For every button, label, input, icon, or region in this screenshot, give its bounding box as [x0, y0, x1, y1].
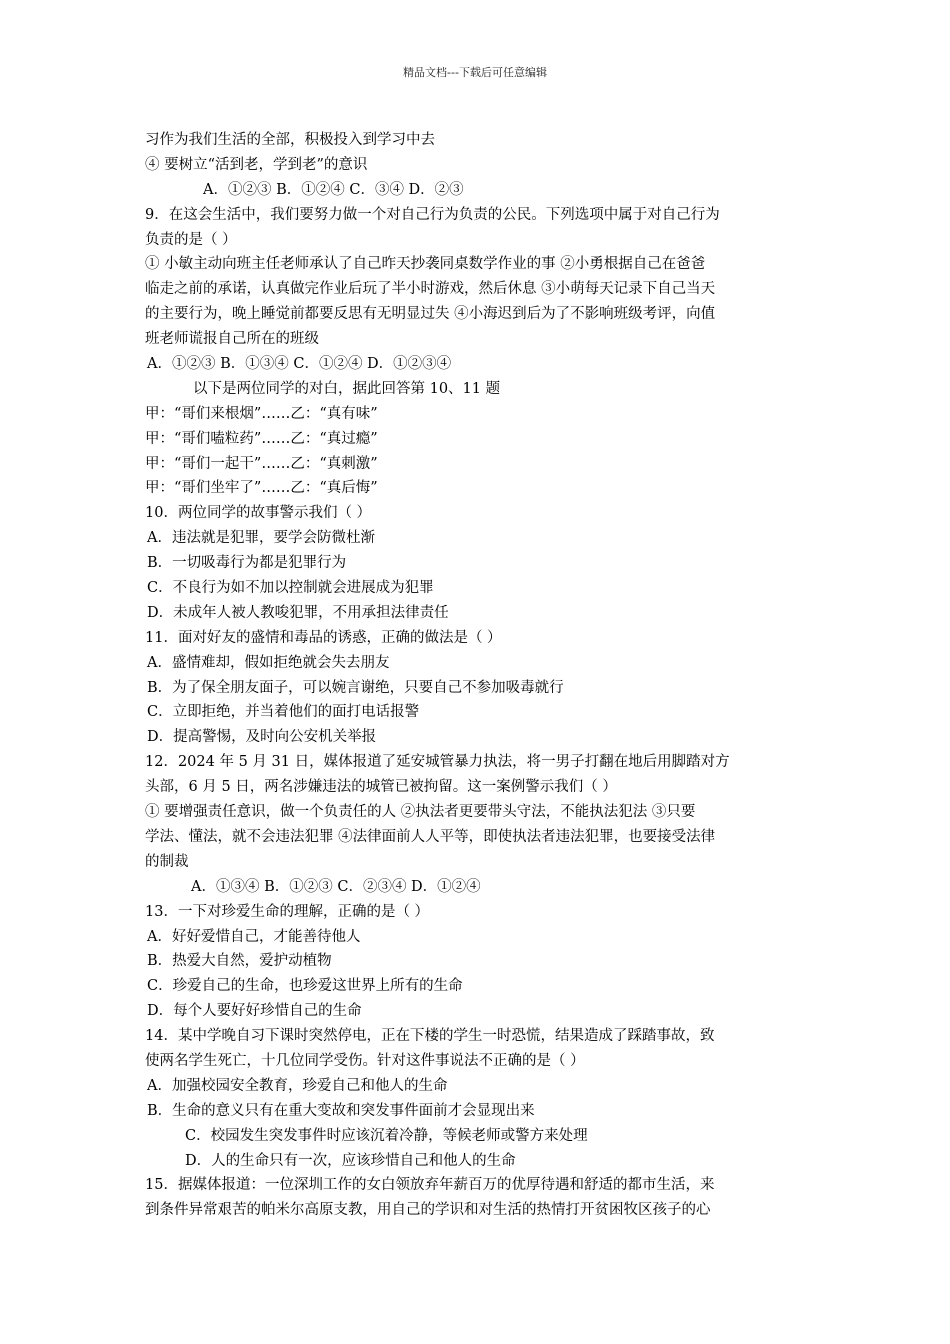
- text-line: A．盛情难却，假如拒绝就会失去朋友: [147, 654, 390, 671]
- text-line: A．违法就是犯罪，要学会防微杜渐: [147, 530, 375, 547]
- text-line: 10．两位同学的故事警示我们（ ）: [145, 505, 372, 522]
- text-line: A．①②③ B．①②④ C．③④ D．②③: [203, 181, 464, 198]
- text-line: C．校园发生突发事件时应该沉着冷静，等候老师或警方来处理: [185, 1127, 588, 1144]
- text-line: ① 小敏主动向班主任老师承认了自己昨天抄袭同桌数学作业的事 ②小勇根据自己在爸爸: [145, 256, 706, 273]
- text-line: 13．一下对珍爱生命的理解，正确的是（ ）: [145, 903, 430, 920]
- text-line: B．热爱大自然，爱护动植物: [147, 953, 332, 970]
- text-line: C．不良行为如不加以控制就会进展成为犯罪: [147, 580, 434, 597]
- text-line: C．立即拒绝，并当着他们的面打电话报警: [147, 704, 420, 721]
- text-line: A．加强校园安全教育，珍爱自己和他人的生命: [147, 1077, 448, 1094]
- text-line: 以下是两位同学的对白，据此回答第 10、11 题: [193, 380, 501, 397]
- document-body: [145, 128, 815, 1223]
- text-line: A．①②③ B．①③④ C．①②④ D．①②③④: [147, 356, 452, 373]
- text-line: 11．面对好友的盛情和毒品的诱惑，正确的做法是（ ）: [145, 629, 502, 646]
- text-line: D．人的生命只有一次，应该珍惜自己和他人的生命: [185, 1152, 516, 1169]
- text-line: A．①③④ B．①②③ C．②③④ D．①②④: [191, 878, 481, 895]
- text-line: B．为了保全朋友面子，可以婉言谢绝，只要自己不参加吸毒就行: [147, 679, 564, 696]
- text-line: D．每个人要好好珍惜自己的生命: [147, 1003, 362, 1020]
- text-line: 头部，6 月 5 日，两名涉嫌违法的城管已被拘留。这一案例警示我们（ ）: [145, 779, 617, 796]
- text-line: 甲：“哥们一起干”……乙：“真刺激”: [145, 455, 378, 472]
- text-line: 甲：“哥们嗑粒药”……乙：“真过瘾”: [145, 430, 378, 447]
- text-line: 14．某中学晚自习下课时突然停电，正在下楼的学生一时恐慌，结果造成了踩踏事故，致: [145, 1028, 715, 1045]
- text-line: 临走之前的承诺，认真做完作业后玩了半小时游戏，然后休息 ③小萌每天记录下自己当天: [145, 281, 716, 298]
- text-line: ① 要增强责任意识，做一个负责任的人 ②执法者更要带头守法，不能执法犯法 ③只要: [145, 804, 696, 821]
- text-line: B．一切吸毒行为都是犯罪行为: [147, 555, 347, 572]
- text-line: 学法、懂法，就不会违法犯罪 ④法律面前人人平等，即使执法者违法犯罪，也要接受法律: [145, 828, 716, 845]
- page-header: 精品文档---下载后可任意编辑: [403, 66, 547, 79]
- text-line: C．珍爱自己的生命，也珍爱这世界上所有的生命: [147, 978, 463, 995]
- text-line: 到条件异常艰苦的帕米尔高原支教，用自己的学识和对生活的热情打开贫困牧区孩子的心: [145, 1202, 711, 1219]
- text-line: A．好好爱惜自己，才能善待他人: [147, 928, 361, 945]
- text-line: B．生命的意义只有在重大变故和突发事件面前才会显现出来: [147, 1102, 535, 1119]
- text-line: 9．在这会生活中，我们要努力做一个对自己行为负责的公民。下列选项中属于对自己行为: [145, 206, 720, 223]
- text-line: 12．2024 年 5 月 31 日，媒体报道了延安城管暴力执法，将一男子打翻在地后用脚踏对方: [145, 754, 730, 771]
- text-line: 的主要行为，晚上睡觉前都要反思有无明显过失 ④小海迟到后为了不影响班级考评，向值: [145, 306, 716, 323]
- text-line: 15．据媒体报道：一位深圳工作的女白领放弃年薪百万的优厚待遇和舒适的都市生活，来: [145, 1177, 715, 1194]
- text-line: ④ 要树立“活到老，学到老”的意识: [145, 156, 368, 173]
- text-line: 班老师谎报自己所在的班级: [145, 331, 319, 348]
- text-line: 使两名学生死亡，十几位同学受伤。针对这件事说法不正确的是（ ）: [145, 1052, 585, 1069]
- text-line: D．未成年人被人教唆犯罪，不用承担法律责任: [147, 604, 449, 621]
- text-line: D．提高警惕，及时向公安机关举报: [147, 729, 377, 746]
- text-line: 甲：“哥们来根烟”……乙：“真有味”: [145, 405, 378, 422]
- text-line: 的制裁: [145, 853, 189, 870]
- text-line: 习作为我们生活的全部，积极投入到学习中去: [145, 132, 435, 148]
- text-line: 负责的是（ ）: [145, 231, 237, 248]
- text-line: 甲：“哥们坐牢了”……乙：“真后悔”: [145, 480, 378, 497]
